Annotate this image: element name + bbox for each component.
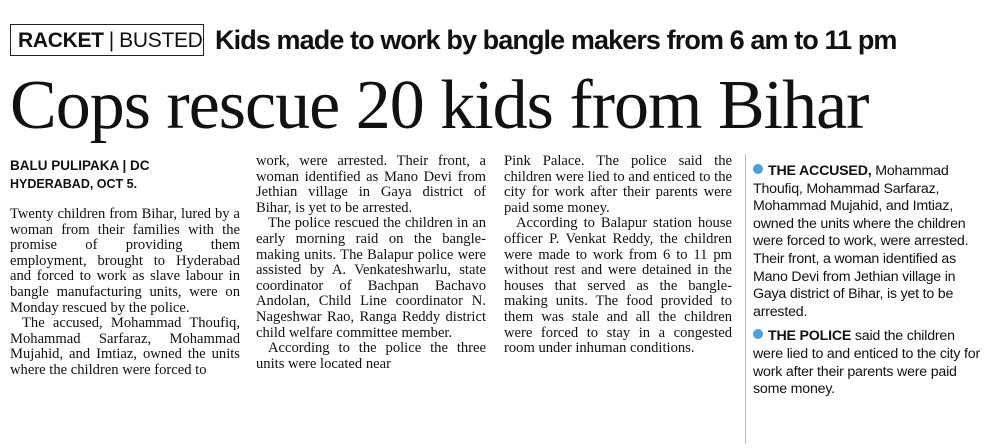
highlight-text: said the children were lied to and enticed to the city for work after their parents were paid some money.	[753, 328, 981, 398]
article-column-3	[504, 154, 732, 357]
highlight-lead: THE ACCUSED,	[768, 163, 872, 179]
byline-dateline: HYDERABAD, OCT 5.	[10, 177, 138, 191]
highlight-lead: THE POLICE	[768, 328, 852, 345]
highlight-item-police	[753, 328, 981, 398]
subheadline: Kids made to work by bangle makers from 6 am to 11 pm	[215, 25, 897, 55]
byline	[10, 157, 150, 193]
bullet-icon	[753, 329, 763, 339]
highlights-sidebar	[753, 163, 981, 406]
column-divider	[745, 154, 746, 444]
paragraph-5: According to Balapur station house officer P. Venkat Reddy, the children were made to work from 6 to 11 pm without rest and were detained in the houses that served as the bangle-making units. The food provided to them was stale and all the children were forced to stay in a congested room under inhuman conditions.	[504, 215, 732, 357]
headline: Cops rescue 20 kids from Bihar	[10, 67, 869, 144]
bullet-icon	[753, 164, 763, 174]
paragraph-1: Twenty children from Bihar, lured by a woman from their families with the promise of providing them employment, brought to Hyderabad and forced to work as slave labour in bangle manufacturing units, were on Monday rescued by the police.	[10, 206, 240, 316]
paragraph-2-continued: work, were arrested. Their front, a woman identified as Mano Devi from Jethian village in Gaya district of Bihar, is yet to be arrested.	[256, 153, 486, 216]
paragraph-2: The accused, Mohammad Thoufiq, Mohammad Sarfaraz, Mohammad Mujahid, and Imtiaz, owned the units where the children were forced to	[10, 315, 240, 378]
article-column-1	[10, 207, 240, 379]
highlight-text: Mohammad Thoufiq, Mohammad Sarfaraz, Mohammad Mujahid, and Imtiaz, owned the units where the children were forced to work, were arrested. Their front, a woman identified as Mano Devi from Jethian village in Gaya district of Bihar, is yet to be arrested.	[753, 163, 969, 320]
kicker-primary: RACKET	[18, 28, 104, 52]
byline-author: BALU PULIPAKA | DC	[10, 158, 150, 173]
kicker-label	[10, 24, 204, 56]
kicker-separator: |	[108, 28, 115, 52]
kicker-secondary: BUSTED	[119, 28, 203, 52]
paragraph-4: According to the police the three units were located near	[256, 340, 486, 372]
highlight-item-accused	[753, 163, 981, 321]
paragraph-3: The police rescued the children in an early morning raid on the bangle-making units. The Balapur police were assisted by A. Venkateshwarlu, state coordinator of Bachpan Bachavo Andolan, Child Line coordinator N. Nageshwar Rao, Ranga Reddy district child welfare committee member.	[256, 215, 486, 341]
article-column-2	[256, 154, 486, 372]
paragraph-4-continued: Pink Palace. The police said the children were lied to and enticed to the city for work after their parents were paid some money.	[504, 153, 732, 216]
